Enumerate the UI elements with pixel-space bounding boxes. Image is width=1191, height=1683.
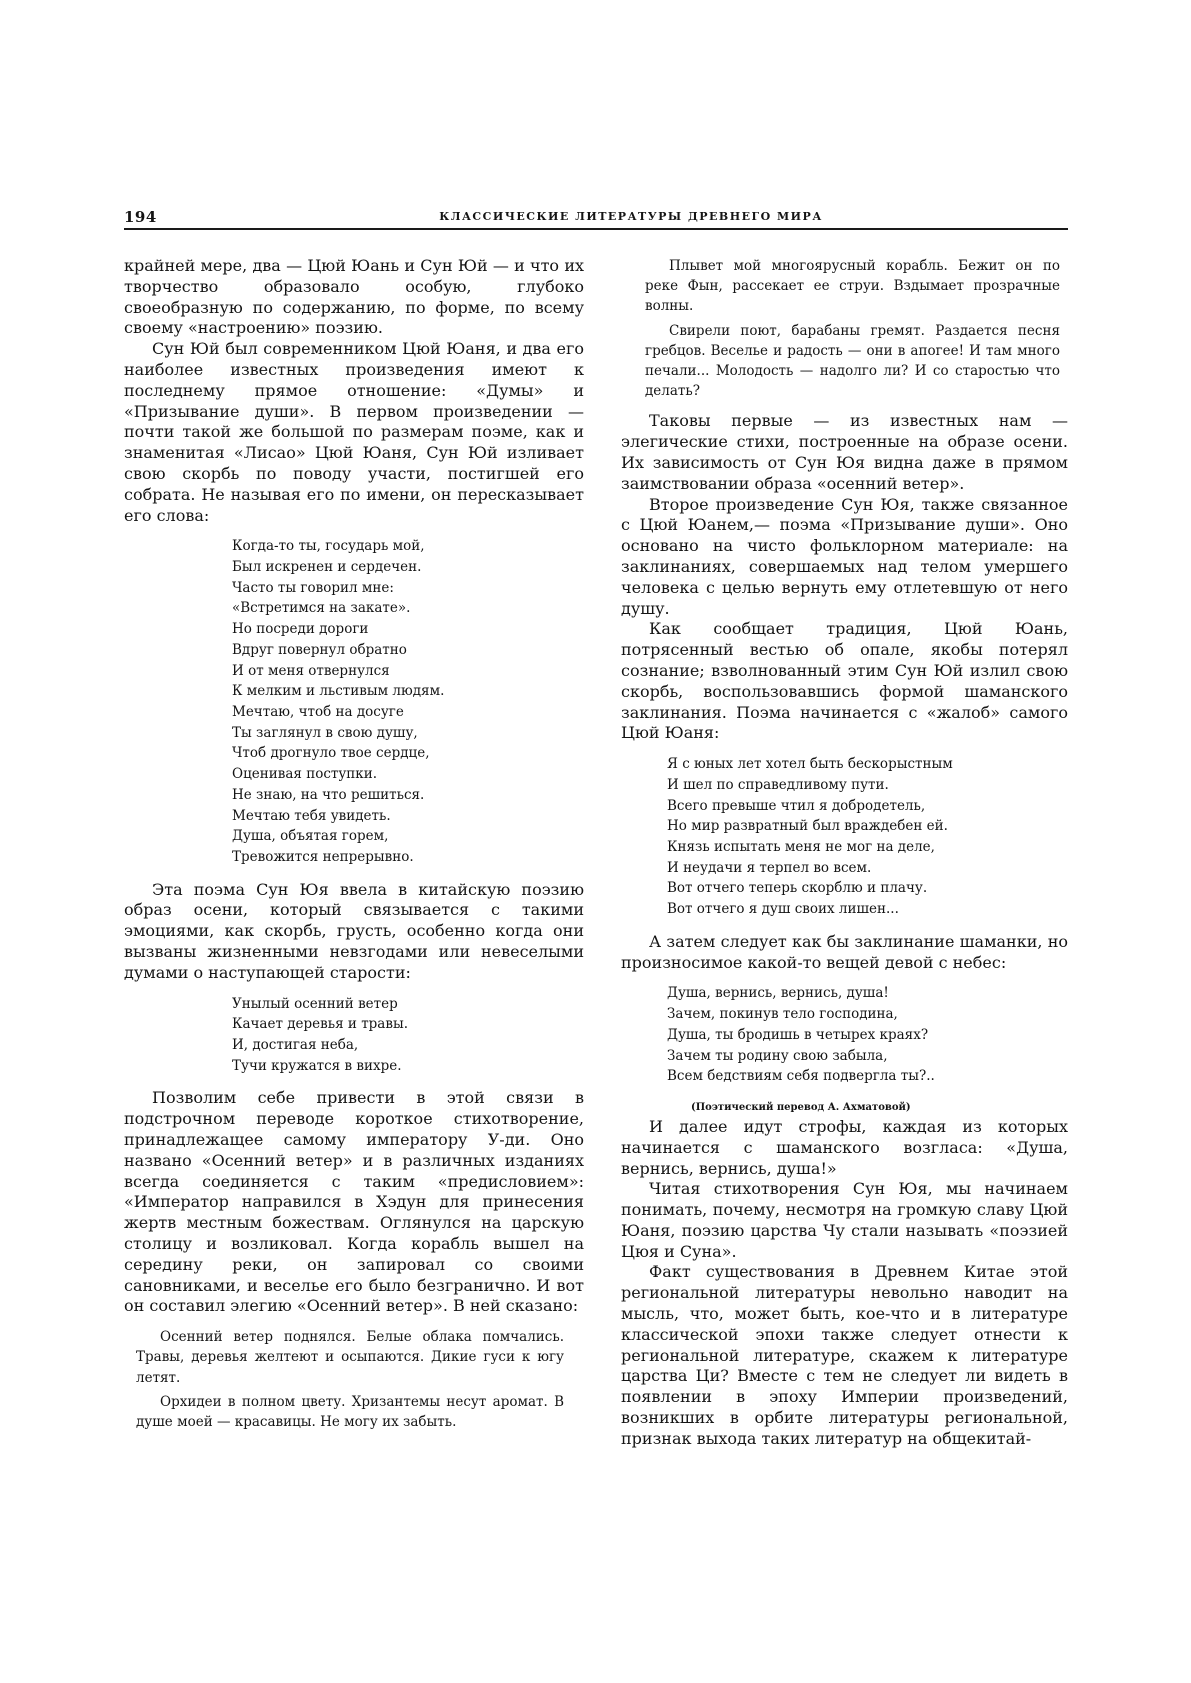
- verse-quote: [124, 994, 584, 1077]
- verse-line: Мечтаю тебя увидеть.: [232, 807, 391, 824]
- right-column: [621, 256, 1068, 1450]
- verse-line: Оценивая поступки.: [232, 766, 378, 783]
- translation-attribution: (Поэтический перевод А. Ахматовой): [691, 1101, 911, 1113]
- paragraph: Как сообщает традиция, Цюй Юань, потрясенный вестью об опале, якобы потерял сознание; взволнованный этим Сун Юй излил свою скорбь, воспользовавшись формой шаманского заклинания. Поэма начинается с «жалоб» самого Цюй Юаня:: [621, 619, 1068, 743]
- paragraph: Факт существования в Древнем Китае этой региональной литературы невольно наводит на мысль, что, может быть, кое-что и в литературе классической эпохи также следует отнести к региональной литературе, скажем к литературе царства Ци? Вместе с тем не следует ли видеть в появлении в эпоху Империи произведений, возникших в орбите литературы региональной, признак выхода таких литератур на общекитай-: [621, 1262, 1068, 1448]
- verse-line: Вдруг повернул обратно: [232, 641, 407, 658]
- prose-quote: [124, 1327, 584, 1432]
- verse-line: Не знаю, на что решиться.: [232, 786, 425, 803]
- prose-quote-paragraph: Плывет мой многоярусный корабль. Бежит он по реке Фын, рассекает ее струи. Вздымает прозрачные волны.: [645, 258, 1060, 315]
- prose-quote-paragraph: Орхидеи в полном цвету. Хризантемы несут аромат. В душе моей — красавицы. Не могу их забыть.: [136, 1393, 564, 1430]
- verse-line: Чтоб дрогнуло твое сердце,: [232, 745, 430, 762]
- verse-line: Князь испытать меня не мог на деле,: [667, 838, 935, 855]
- verse-line: Но посреди дороги: [232, 621, 369, 638]
- verse-line: Зачем, покинув тело господина,: [667, 1006, 898, 1023]
- verse-quote: [621, 754, 1068, 920]
- verse-line: Вот отчего теперь скорблю и плачу.: [667, 880, 928, 897]
- verse-line: Душа, объятая горем,: [232, 828, 389, 845]
- verse-line: Вот отчего я душ своих лишен...: [667, 901, 899, 918]
- verse-line: Душа, вернись, вернись, душа!: [667, 985, 889, 1002]
- verse-quote: [621, 983, 1068, 1087]
- verse-line: Когда-то ты, государь мой,: [232, 538, 425, 555]
- verse-line: И от меня отвернулся: [232, 662, 390, 679]
- verse-line: Качает деревья и травы.: [232, 1016, 408, 1033]
- verse-line: И, достигая неба,: [232, 1037, 359, 1053]
- prose-quote-paragraph: Свирели поют, барабаны гремят. Раздается песня гребцов. Веселье и радость — они в апогее! И там много печали... Молодость — надолго ли? И со старостью что делать?: [645, 322, 1060, 400]
- verse-line: Тревожится непрерывно.: [232, 848, 414, 865]
- verse-line: И шел по справедливому пути.: [667, 776, 889, 793]
- header-rule: [124, 228, 1068, 230]
- verse-line: Унылый осенний ветер: [232, 995, 398, 1012]
- verse-line: Зачем ты родину свою забыла,: [667, 1047, 888, 1064]
- paragraph: Сун Юй был современником Цюй Юаня, и два его наиболее известных произведения имеют к последнему прямое отношение: «Думы» и «Призывание души». В первом произведении — почти такой же большой по размерам поэме, как и знаменитая «Лисао» Цюй Юаня, Сун Юй изливает свою скорбь по поводу участи, постигшей его собрата. Не называя его по имени, он пересказывает его слова:: [124, 339, 584, 525]
- left-column: [124, 256, 584, 1442]
- verse-line: Часто ты говорил мне:: [232, 579, 394, 596]
- paragraph: И далее идут строфы, каждая из которых начинается с шаманского возгласа: «Душа, вернись, вернись, душа!»: [621, 1116, 1068, 1178]
- page-number: 194: [124, 208, 157, 226]
- verse-line: Всего превыше чтил я добродетель,: [667, 797, 926, 814]
- verse-line: Мечтаю, чтоб на досуге: [232, 703, 404, 720]
- paragraph: Таковы первые — из известных нам — элегические стихи, построенные на образе осени. Их зависимость от Сун Юя видна даже в прямом заимствовании образа «осенний ветер».: [621, 411, 1068, 493]
- paragraph-continuation: крайней мере, два — Цюй Юань и Сун Юй — и что их творчество образовало особую, глубоко своеобразную по содержанию, по форме, по всему своему «настроению» поэзию.: [124, 256, 584, 338]
- running-title: КЛАССИЧЕСКИЕ ЛИТЕРАТУРЫ ДРЕВНЕГО МИРА: [439, 210, 823, 223]
- verse-line: Тучи кружатся в вихре.: [232, 1057, 402, 1074]
- verse-line: Ты заглянул в свою душу,: [232, 724, 418, 741]
- paragraph: Эта поэма Сун Юя ввела в китайскую поэзию образ осени, который связывается с такими эмоциями, как скорбь, грусть, особенно когда они вызваны жизненными невзгодами или невеселыми думами о наступающей старости:: [124, 879, 584, 982]
- verse-quote: [124, 536, 584, 867]
- paragraph: Позволим себе привести в этой связи в подстрочном переводе короткое стихотворение, принадлежащее самому императору У-ди. Оно названо «Осенний ветер» и в различных изданиях всегда соединяется с таким «предисловием»: «Император направился в Хэдун для принесения жертв местным божествам. Оглянулся на царскую столицу и возликовал. Когда корабль вышел на середину реки, он запировал со своими сановниками, и веселье его было безгранично. И вот он составил элегию «Осенний ветер». В ней сказано:: [124, 1088, 584, 1316]
- verse-line: Был искренен и сердечен.: [232, 559, 422, 576]
- paragraph: Читая стихотворения Сун Юя, мы начинаем понимать, почему, несмотря на громкую славу Цюй Юаня, поэзию царства Чу стали называть «поэзией Цюя и Суна».: [621, 1179, 1068, 1261]
- verse-line: И неудачи я терпел во всем.: [667, 859, 872, 876]
- prose-quote-paragraph: Осенний ветер поднялся. Белые облака помчались. Травы, деревья желтеют и осыпаются. Дикие гуси к югу летят.: [136, 1329, 564, 1386]
- verse-line: Я с юных лет хотел быть бескорыстным: [667, 756, 953, 773]
- verse-line: Но мир развратный был враждебен ей.: [667, 818, 948, 835]
- verse-line: Душа, ты бродишь в четырех краях?: [667, 1026, 929, 1043]
- verse-line: «Встретимся на закате».: [232, 600, 411, 617]
- verse-line: К мелким и льстивым людям.: [232, 683, 445, 700]
- paragraph: Второе произведение Сун Юя, также связанное с Цюй Юанем,— поэма «Призывание души». Оно основано на чисто фольклорном материале: на заклинаниях, совершаемых над телом умершего человека с целью вернуть ему отлетевшую от него душу.: [621, 494, 1068, 618]
- prose-quote: [621, 256, 1068, 401]
- verse-line: Всем бедствиям себя подвергла ты?..: [667, 1068, 935, 1085]
- paragraph: А затем следует как бы заклинание шаманки, но произносимое какой-то вещей девой с небес:: [621, 931, 1068, 972]
